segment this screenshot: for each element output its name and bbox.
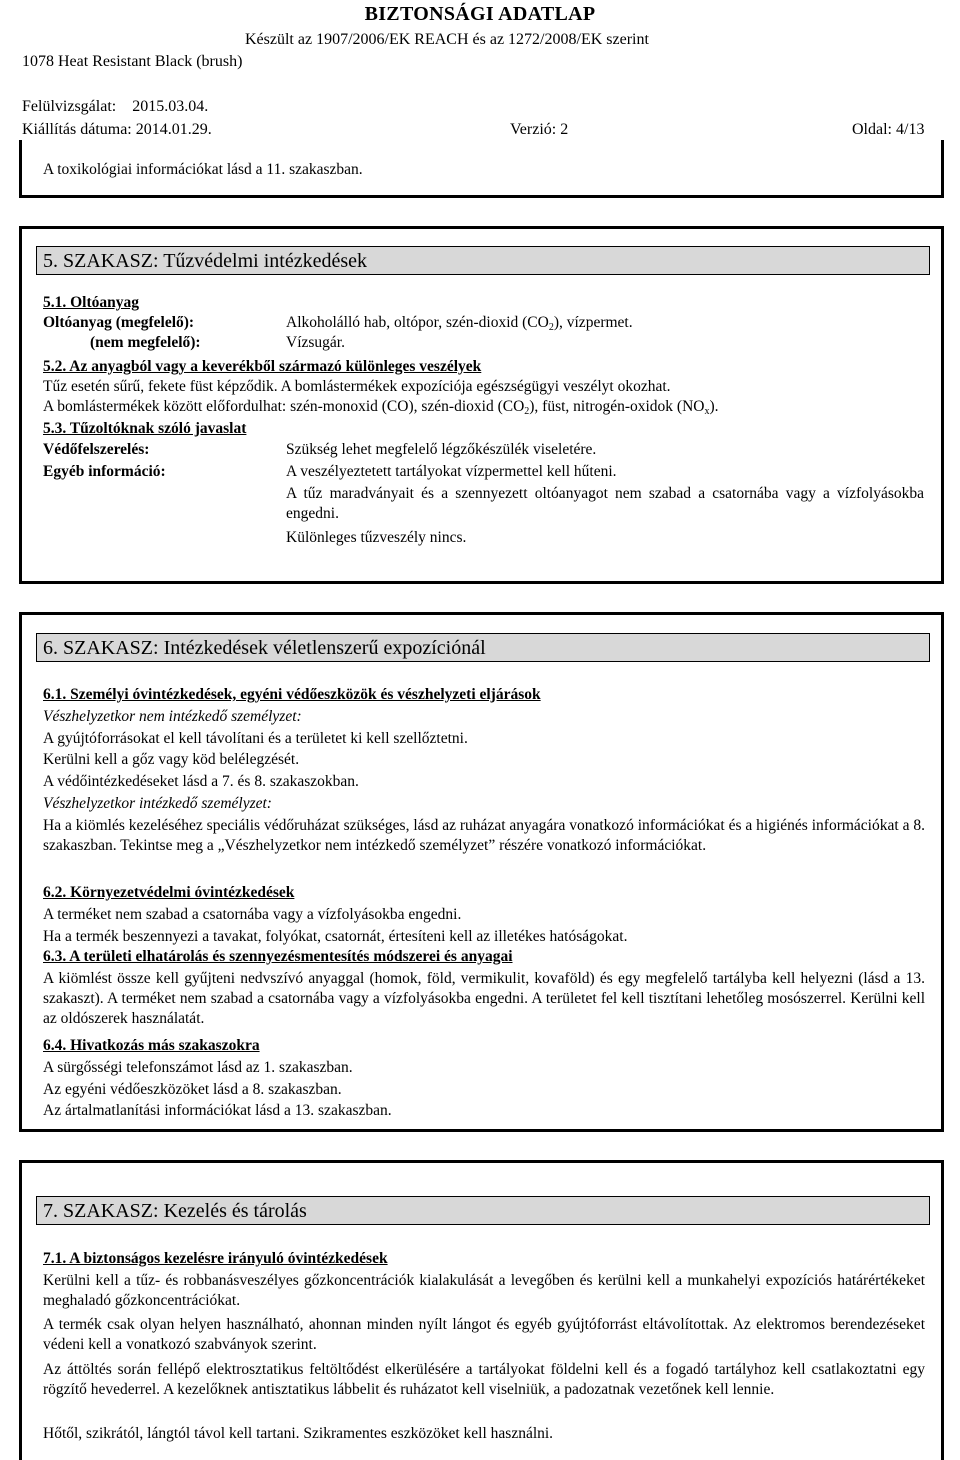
suitable-label: Oltóanyag (megfelelő): — [43, 314, 195, 331]
section-5-title: 5. SZAKASZ: Tűzvédelmi intézkedések — [36, 246, 930, 275]
containment-text: A kiömlést össze kell gyűjteni nedvszívó anyaggal (homok, föld, vermikulit, kovaföld) és egy megfelelő tartályba kell helyezni (lásd a 13. szakaszt). A terméket nem szabad a csatornába vagy a vízfolyásokba engedni. A területet fel kell tisztítani lehetőleg mosószerrel. Kerülni kell az oldószerek használatát. — [43, 970, 925, 1027]
heading-7-1: 7.1. A biztonságos kezelésre irányuló óvintézkedések — [43, 1250, 388, 1267]
unsuitable-value: Vízsugár. — [286, 334, 345, 351]
environment-2: Ha a termék beszennyezi a tavakat, folyókat, csatornát, értesíteni kell az illetékes hatóságokat. — [43, 928, 628, 945]
section-7-title: 7. SZAKASZ: Kezelés és tárolás — [36, 1196, 930, 1225]
hazard-line-2: A bomlástermékek között előfordulhat: szén-monoxid (CO), szén-dioxid $(CO_2)$, füst, nitrogén-oxidok $(NO_x)$. — [43, 398, 719, 417]
heading-5-1: 5.1. Oltóanyag — [43, 294, 140, 311]
reference-3: Az ártalmatlanítási információkat lásd a 13. szakaszban. — [43, 1102, 392, 1119]
page-number: Oldal: 4/13 — [852, 121, 925, 138]
handling-2: A termék csak olyan helyen használható, ahonnan minden nyílt lángot és egyéb gyújtóforrást eltávolítottak. Az elektromos berendezéseket védeni kell a vonatkozó szabványok szerint. — [43, 1316, 925, 1353]
other-info-3: Különleges tűzveszély nincs. — [286, 529, 467, 546]
unsuitable-label: (nem megfelelő): — [90, 334, 201, 351]
heading-5-2: 5.2. Az anyagból vagy a keverékből származó különleges veszélyek — [43, 358, 482, 375]
revision-label: Felülvizsgálat: — [22, 98, 117, 115]
issue-label: Kiállítás dátuma: — [22, 121, 132, 138]
revision-line — [22, 97, 208, 117]
document-title: BIZTONSÁGI ADATLAP — [364, 3, 596, 25]
reference-2: Az egyéni védőeszközöket lásd a 8. szakaszban. — [43, 1081, 342, 1098]
issue-date: 2014.01.29. — [135, 121, 212, 138]
protective-label: Védőfelszerelés: — [43, 441, 150, 458]
other-info-label: Egyéb információ: — [43, 463, 166, 480]
heading-6-2: 6.2. Környezetvédelmi óvintézkedések — [43, 884, 295, 901]
nonemergency-1: A gyújtóforrásokat el kell távolítani és a területet ki kell szellőztetni. — [43, 730, 468, 747]
section-6-title: 6. SZAKASZ: Intézkedések véletlenszerű expozíciónál — [36, 633, 930, 662]
nonemergency-2: Kerülni kell a gőz vagy köd belélegzését. — [43, 751, 300, 768]
other-info-2: A tűz maradványait és a szennyezett oltóanyagot nem szabad a csatornába vagy a vízfolyásokba engedni. — [286, 485, 924, 522]
nonemergency-label: Vészhelyzetkor nem intézkedő személyzet: — [43, 708, 302, 725]
handling-1: Kerülni kell a tűz- és robbanásveszélyes gőzkoncentrációk kialakulását a levegőben és kerülni kell a munkahelyi expozíciós határértékeket meghaladó gőzkoncentrációkat. — [43, 1272, 925, 1309]
handling-4: Hőtől, szikrától, lángtól távol kell tartani. Szikramentes eszközöket kell használni. — [43, 1425, 554, 1442]
heading-6-3: 6.3. A területi elhatárolás és szennyezésmentesítés módszerei és anyagai — [43, 948, 513, 965]
suitable-value: Alkoholálló hab, oltópor, szén-dioxid $(CO_2)$, vízpermet. — [286, 314, 633, 333]
heading-6-4: 6.4. Hivatkozás más szakaszokra — [43, 1037, 260, 1054]
regulation-line: Készült az 1907/2006/EK REACH és az 1272/2008/EK szerint — [245, 31, 649, 48]
tox-note: A toxikológiai információkat lásd a 11. szakaszban. — [43, 161, 363, 178]
product-name: 1078 Heat Resistant Black (brush) — [22, 53, 243, 70]
reference-1: A sürgősségi telefonszámot lásd az 1. szakaszban. — [43, 1059, 353, 1076]
heading-6-1: 6.1. Személyi óvintézkedések, egyéni védőeszközök és vészhelyzeti eljárások — [43, 686, 541, 703]
emergency-label: Vészhelyzetkor intézkedő személyzet: — [43, 795, 272, 812]
protective-value: Szükség lehet megfelelő légzőkészülék viseletére. — [286, 441, 597, 458]
other-info-1: A veszélyeztetett tartályokat vízpermettel kell hűteni. — [286, 463, 617, 480]
revision-date: 2015.03.04. — [132, 98, 209, 115]
environment-1: A terméket nem szabad a csatornába vagy a vízfolyásokba engedni. — [43, 906, 462, 923]
handling-3: Az áttöltés során fellépő elektrosztatikus feltöltődést elkerülésére a tartályokat földelni kell és a fogadó tartályhoz kell csatlakoztatni egy rögzítő hevederrel. A kezelőknek antisztatikus lábbelit és ruházatot kell viselniük, a padozatnak vezetőnek kell lennie. — [43, 1361, 925, 1398]
issue-line — [22, 120, 212, 140]
hazard-line-1: Tűz esetén sűrű, fekete füst képződik. A bomlástermékek expozíciója egészségügyi veszélyt okozhat. — [43, 378, 671, 395]
heading-5-3: 5.3. Tűzoltóknak szóló javaslat — [43, 420, 247, 437]
version: Verzió: 2 — [510, 121, 569, 138]
emergency-text: Ha a kiömlés kezeléséhez speciális védőruházat szükséges, lásd az ruházat anyagára vonatkozó információkat és a higiénés információkat a 8. szakaszban. Tekintse meg a „Vészhelyzetkor nem intézkedő személyzet” részére vonatkozó információkat. — [43, 817, 925, 854]
nonemergency-3: A védőintézkedéseket lásd a 7. és 8. szakaszokban. — [43, 773, 359, 790]
